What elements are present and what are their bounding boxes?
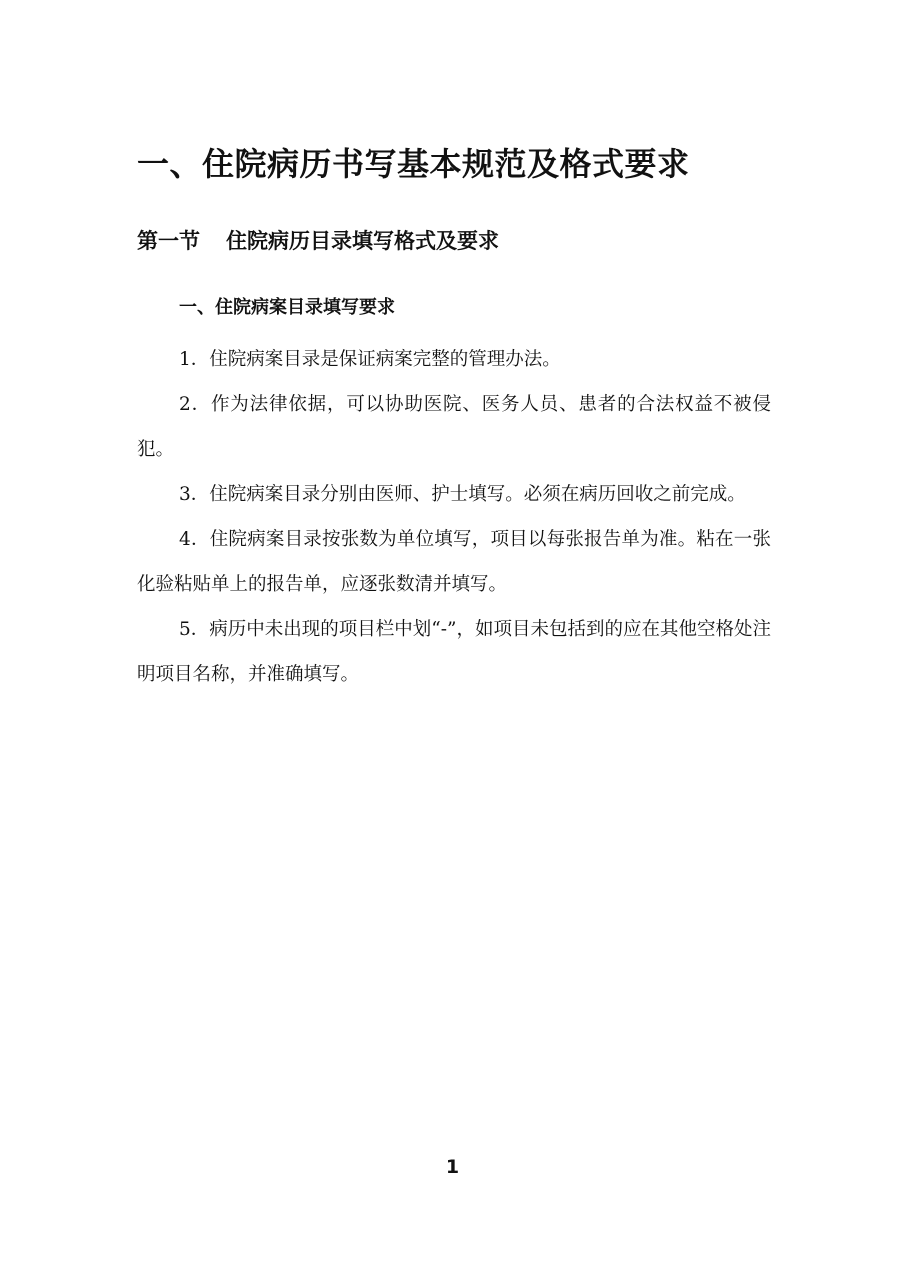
paragraph-4: 4．住院病案目录按张数为单位填写，项目以每张报告单为准。粘在一张化验粘贴单上的报告单，应逐张数清并填写。 xyxy=(137,529,771,595)
subsection-heading: 一、住院病案目录填写要求 xyxy=(179,297,395,318)
paragraph-3: 3．住院病案目录分别由医师、护士填写。必须在病历回收之前完成。 xyxy=(179,484,746,505)
page-number: 1 xyxy=(445,1156,460,1178)
section-heading xyxy=(137,224,499,258)
body-text xyxy=(137,337,771,697)
chapter-heading: 一、住院病历书写基本规范及格式要求 xyxy=(137,145,690,183)
paragraph-5: 5．病历中未出现的项目栏中划“-”，如项目未包括到的应在其他空格处注明项目名称，并准确填写。 xyxy=(137,619,771,685)
paragraph-2: 2．作为法律依据，可以协助医院、医务人员、患者的合法权益不被侵犯。 xyxy=(137,394,771,460)
section-label: 第一节 xyxy=(137,229,200,253)
section-title: 住院病历目录填写格式及要求 xyxy=(226,229,499,253)
paragraph-1: 1．住院病案目录是保证病案完整的管理办法。 xyxy=(179,349,561,370)
